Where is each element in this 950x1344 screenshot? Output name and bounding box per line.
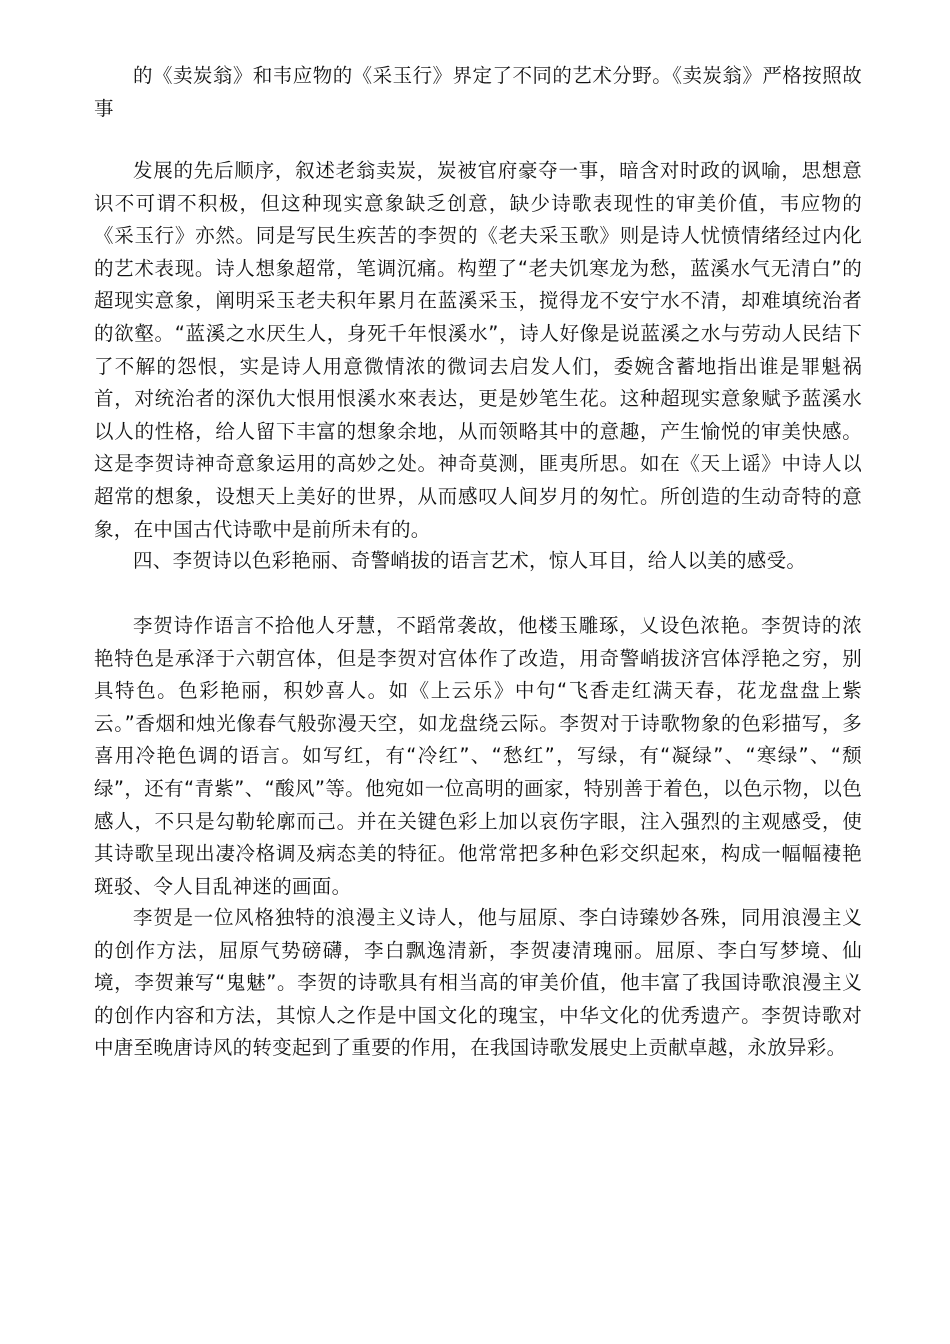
paragraph-intro-continuation: 的《卖炭翁》和韦应物的《采玉行》界定了不同的艺术分野。《卖炭翁》严格按照故事 <box>94 64 862 120</box>
section-heading-four: 四、李贺诗以色彩艳丽、奇警峭拔的语言艺术，惊人耳目，给人以美的感受。 <box>133 549 807 572</box>
paragraph-imagery-analysis: 发展的先后顺序，叙述老翁卖炭，炭被官府豪夺一事，暗含对时政的讽喻，思想意识不可谓不积极，但这种现实意象缺乏创意，缺少诗歌表现性的审美价值，韦应物的《采玉行》亦然。同是写民生疾苦的李贺的《老夫采玉歌》则是诗人忧愤情绪经过内化的艺术表现。诗人想象超常，笔调沉痛。构塑了“老夫饥寒龙为愁，蓝溪水气无清白”的超现实意象，阐明采玉老夫积年累月在蓝溪采玉，搅得龙不安宁水不清，却难填统治者的欲壑。“蓝溪之水厌生人，身死千年恨溪水”，诗人好像是说蓝溪之水与劳动人民结下了不解的怨恨，实是诗人用意微情浓的微词去启发人们，委婉含蓄地指出谁是罪魁祸首，对统治者的深仇大恨用恨溪水來表达，更是妙笔生花。这种超现实意象赋予蓝溪水以人的性格，给人留下丰富的想象余地，从而领略其中的意趣，产生愉悦的审美快感。这是李贺诗神奇意象运用的高妙之处。神奇莫测，匪夷所思。如在《天上谣》中诗人以超常的想象，设想天上美好的世界，从而感叹人间岁月的匆忙。所创造的生动奇特的意象，在中国古代诗歌中是前所未有的。 <box>94 159 862 541</box>
paragraph-conclusion: 李贺是一位风格独特的浪漫主义诗人，他与屈原、李白诗臻妙各殊，同用浪漫主义的创作方法，屈原气势磅礴，李白飘逸清新，李贺凄清瑰丽。屈原、李白写梦境、仙境，李贺兼写“鬼魅”。李贺的诗歌具有相当高的审美价值，他丰富了我国诗歌浪漫主义的创作内容和方法，其惊人之作是中国文化的瑰宝，中华文化的优秀遗产。李贺诗歌对中唐至晚唐诗风的转变起到了重要的作用，在我国诗歌发展史上贡献卓越，永放异彩。 <box>94 906 862 1060</box>
paragraph-language-color: 李贺诗作语言不拾他人牙慧，不蹈常袭故，他楼玉雕琢，乂设色浓艳。李贺诗的浓艳特色是承泽于六朝宫体，但是李贺对宫体作了改造，用奇警峭拔济宫体浮艳之穷，别具特色。色彩艳丽，积妙喜人。如《上云乐》中句“飞香走红满天春，花龙盘盘上紫云。”香烟和烛光像春气般弥漫天空，如龙盘绕云际。李贺对于诗歌物象的色彩描写，多喜用冷艳色调的语言。如写红，有“冷红”、“愁红”，写绿，有“凝绿”、“寒绿”、“颓绿”，还有“青紫”、“酸风”等。他宛如一位高明的画家，特别善于着色，以色示物，以色感人，不只是勾勒轮廓而己。并在关键色彩上加以哀伤字眼，注入强烈的主观感受，使其诗歌呈现出凄冷格调及病态美的特征。他常常把多种色彩交织起來，构成一幅幅褄艳斑驳、令人目乱神迷的画面。 <box>94 614 862 898</box>
